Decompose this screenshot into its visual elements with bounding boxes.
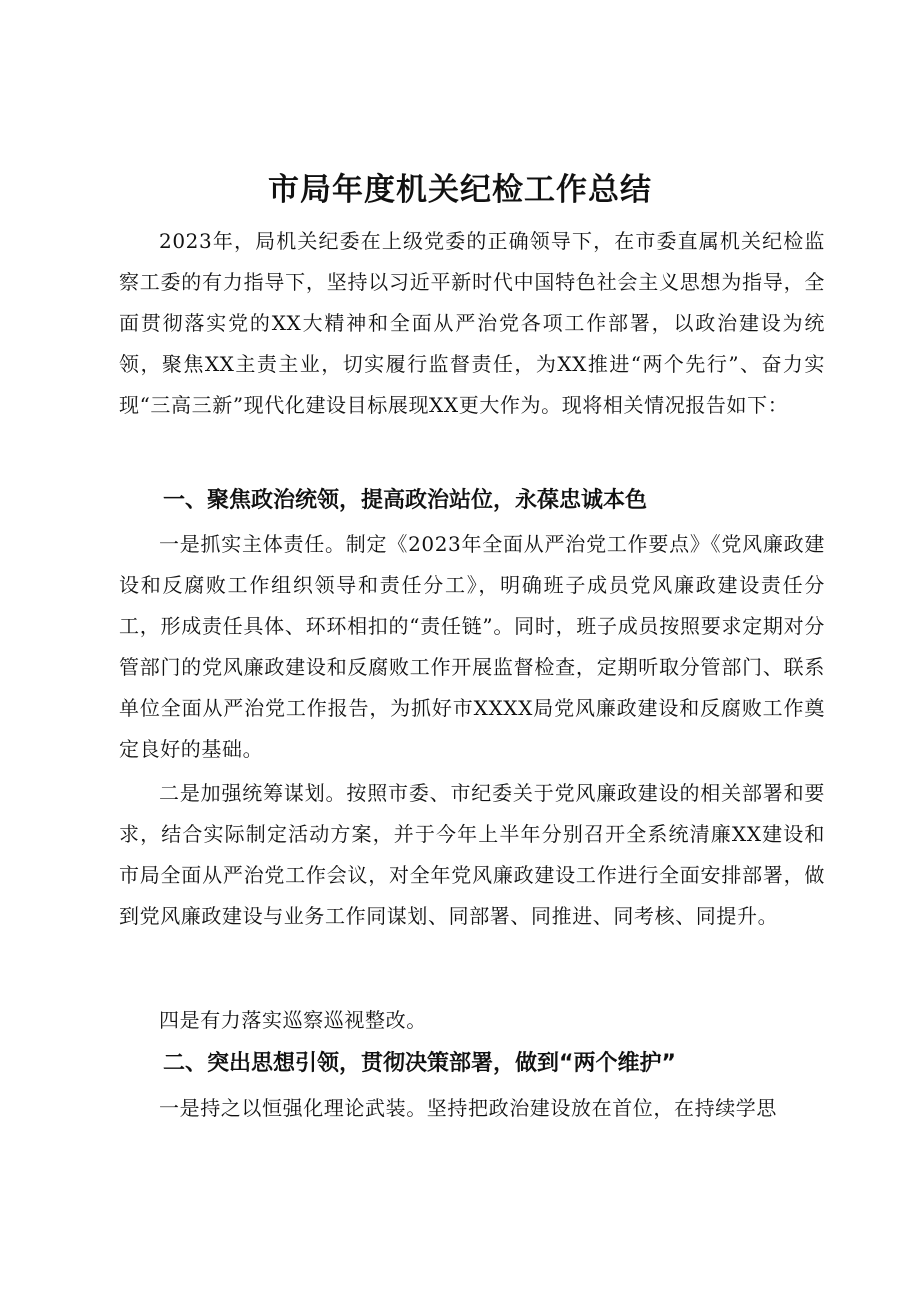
document-title: 市局年度机关纪检工作总结 — [268, 172, 652, 208]
section-1-paragraph-1: 一是抓实主体责任。制定《2023年全面从严治党工作要点》《党风廉政建设和反腐败工作组织领导和责任分工》，明确班子成员党风廉政建设责任分工，形成责任具体、环环相扣的“责任链”。同时，班子成员按照要求定期对分管部门的党风廉政建设和反腐败工作开展监督检查，定期听取分管部门、联系单位全面从严治党工作报告，为抓好市XXXX局党风廉政建设和反腐败工作奠定良好的基础。 — [119, 532, 825, 761]
section-1-paragraph-3: 四是有力落实巡察巡视整改。 — [159, 1008, 427, 1032]
section-2-paragraph-1: 一是持之以恒强化理论武装。坚持把政治建设放在首位，在持续学思 — [159, 1096, 777, 1120]
section-1-paragraph-2: 二是加强统筹谋划。按照市委、市纪委关于党风廉政建设的相关部署和要求，结合实际制定活动方案，并于今年上半年分别召开全系统清廉XX建设和市局全面从严治党工作会议，对全年党风廉政建设工作进行全面安排部署，做到党风廉政建设与业务工作同谋划、同部署、同推进、同考核、同提升。 — [119, 781, 825, 928]
intro-paragraph: 2023年，局机关纪委在上级党委的正确领导下，在市委直属机关纪检监察工委的有力指导下，坚持以习近平新时代中国特色社会主义思想为指导，全面贯彻落实党的XX大精神和全面从严治党各项工作部署，以政治建设为统领，聚焦XX主责主业，切实履行监督责任，为XX推进“两个先行”、奋力实现“三高三新”现代化建设目标展现XX更大作为。现将相关情况报告如下： — [119, 229, 825, 417]
section-1-heading: 一、聚焦政治统领，提高政治站位，永葆忠诚本色 — [163, 488, 648, 513]
section-2-heading: 二、突出思想引领，贯彻决策部署，做到“两个维护” — [163, 1051, 676, 1076]
